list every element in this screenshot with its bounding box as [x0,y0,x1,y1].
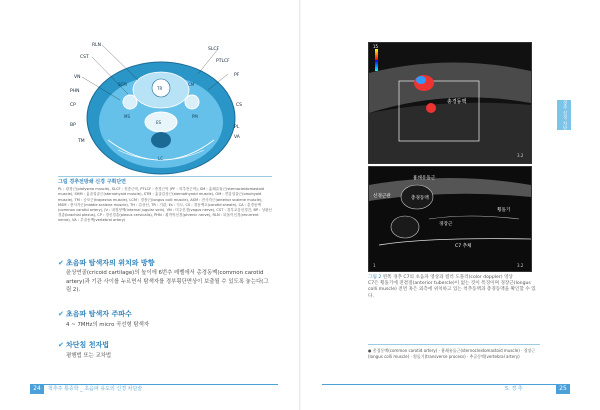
us-bottom-scale: 1 [373,263,376,268]
ultrasound-doppler-image [368,42,532,164]
fig-label-phn: PHN [70,89,80,94]
section-body-needle: 평행법 또는 교차법 [66,353,112,359]
fig-label-tr: TR [157,86,163,91]
fig-label-vn: VN [74,75,81,80]
fig-label-cm: CM [188,82,195,87]
us-top-depth: 3.2 [517,153,524,158]
right-caption-text: 왼쪽 경추 C7의 초음파 영상과 컬러 도플러(color doppler) 영상 [382,275,513,280]
us-top-label-cca: 총경동맥 [447,99,467,105]
chapter-side-tab[interactable]: 경추 신경 차단 [557,100,571,130]
right-footer-rule [322,384,570,395]
fig-label-slcf: SLCF [208,47,220,52]
section-body-frequency: 4 ~ 7MHz의 micro 곡선형 탐색자 [66,322,150,328]
section-body-probe-position: 윤상연골(cricoid cartilage)의 높이에 6번추 레벨에서 총경동맥(common carotid artery)과 기관 사이를 누르면서 탐색자를 경부횡단면상이 보출될 수 있도록 놓는다(그림 2). [66,270,269,293]
section-heading-needle: ✔ 차단침 천자법 [58,341,110,349]
left-running-title: 척추주 통증학 _ 초음파 유도의 신경 차단술 [48,386,143,392]
fig-label-scm: SCM [118,82,127,87]
fig-label-cst: CST [80,55,89,60]
fig-label-es: ES [156,120,162,125]
right-legend: ● 총경동맥(common carotid artery) · 흉쇄유돌근(sternocleidomastoid muscle) · 경장근(longus colli muscle) · 횡돌기(transverse process) · 추골동맥(vertebral artery) [368,344,540,359]
right-caption-title: 그림 2 [368,275,382,280]
right-page-number: 25 [556,384,570,394]
fig-label-pm: PM [192,114,198,119]
gutter [299,0,301,410]
anatomy-cross-section-figure [58,40,264,178]
right-running-title: 5. 경 추 [505,386,523,392]
figure-caption [58,176,272,243]
ultrasound-annotated-image [368,166,532,272]
fig-label-ms: MS [124,114,130,119]
fig-label-va: VA [234,135,240,140]
fig-label-pf: PF [234,73,240,78]
fig-label-cs: CS [236,103,242,108]
section-heading-frequency: ✔ 초음파 탐색자 주파수 [58,310,132,318]
fig-label-rln: RLN [92,43,101,48]
us-label-lcm: 경장근 [439,222,453,227]
fig-label-ptlcf: PTLCF [216,59,230,64]
caption-title: 그림 경추전방쇄 신경 구획단면 [58,179,127,185]
check-icon: ✔ [58,341,64,349]
check-icon: ✔ [58,259,64,267]
right-caption-body: C7은 횡돌기에 전결절(anterior tubercle)이 없는 것이 특징이며 경장근(longus colli muscle) 전면 혹은 외측에 위치하고 있는 척추동맥과 총경동맥을 확인할 수 있다. [368,281,536,299]
us-bottom-depth: 3.2 [517,263,524,268]
us-label-tp: 횡돌기 [497,208,511,213]
fig-label-lc: LC [158,156,164,161]
fig-label-cp: CP [70,103,76,108]
section-heading-probe-position: ✔ 초음파 탐색자의 위치와 방향 [58,259,155,267]
left-page-number: 24 [30,384,44,394]
fig-label-bp: BP [70,123,76,128]
check-icon: ✔ [58,310,64,318]
us-label-cca: 총경동맥 [411,196,429,201]
us-top-scale: 15 [373,44,379,49]
fig-label-pl: PL [234,125,240,130]
us-label-root: 신경근관 [373,194,391,199]
caption-text: PL : 광경근(platysma muscle), SLCF : 천층근막, PTLCF : 종경근막 (PF : 척추전근막), SM : 흉쇄유돌근(sternocleidomastoid muscle), SHM : 흉골설골근(sternohyoid muscle), STM : 흉골갑상근(sternothyroid muscle), OM : 견갑설골근(omohyoid muscle), TM : 승모근(trapezius muscle), LCM : 경장근(longus colli muscle), ASM : 전사각근(anterior scalene muscle), MSM : 중사각근(middle scalene muscle), TH : 갑상선, TR : 기관, Es : 식도, CS : 경동맥초(carotid sheath), CA : 총경동맥(common carotid artery), JV : 내경정맥(internal jugular vein), VN : 미주신경(vagus nerve), CST : 경부교감신경간, BP : 상완신경총(brachial plexus), CP : 경신경총(plexus cervicalis), PHN : 횡격막신경(phrenic nerve), RLN : 되돌이신경(recurrent nerve), VA : 추골동맥(vertebral artery) [58,187,273,223]
us-label-scm: 흉쇄유돌근 [413,176,436,181]
us-label-c7: C7 추체 [455,244,472,249]
right-figure-caption [368,275,540,300]
fig-label-tm: TM [78,139,85,144]
